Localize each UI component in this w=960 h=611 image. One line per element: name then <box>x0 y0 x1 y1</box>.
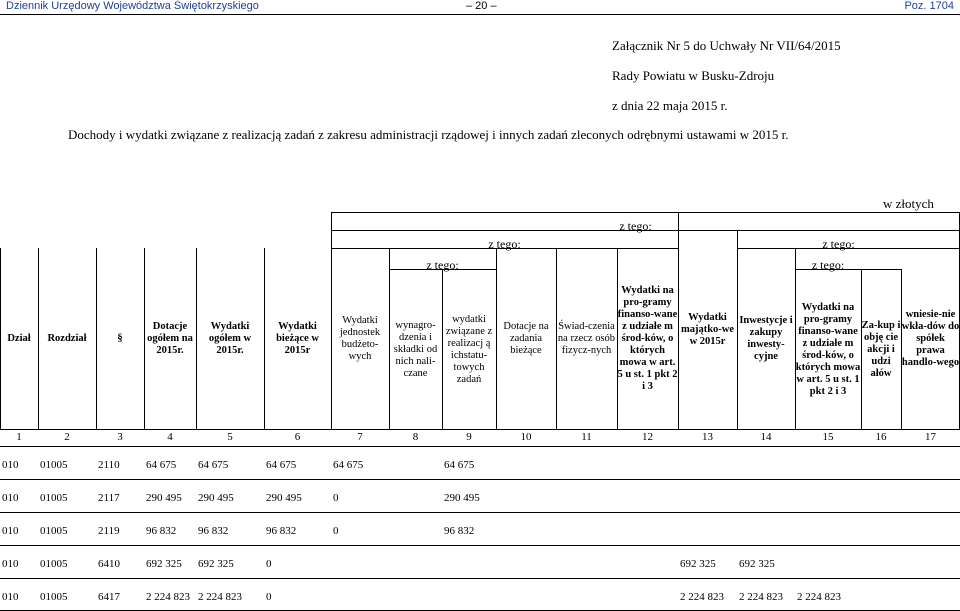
table-cell: 692 325 <box>680 558 716 570</box>
section-z-tego-inner2: z tego: <box>811 258 845 272</box>
table-cell: 010 <box>2 591 19 603</box>
table-cell: 0 <box>333 492 339 504</box>
grid-line <box>0 429 960 430</box>
table-cell: 64 675 <box>146 459 177 471</box>
table-cell: 010 <box>2 459 19 471</box>
table-cell: 01005 <box>40 459 68 471</box>
section-z-tego-right: z tego: <box>822 237 855 251</box>
page-number: – 20 – <box>466 0 497 12</box>
header-divider <box>0 14 960 15</box>
column-number: 10 <box>520 431 532 443</box>
section-z-tego-inner1: z tego: <box>426 258 459 272</box>
table-cell: 0 <box>266 591 272 603</box>
col-header-swiadczenia: Świad-czenia na rzecz osób fizycz-nych <box>557 320 616 356</box>
table-cell: 2 224 823 <box>680 591 724 603</box>
table-cell: 2 224 823 <box>146 591 190 603</box>
column-number: 7 <box>357 431 363 443</box>
col-header-dotacje-biezace: Dotacje na zadania bieżące <box>503 320 549 356</box>
table-cell: 290 495 <box>266 492 302 504</box>
table-cell: 64 675 <box>333 459 364 471</box>
attachment-line-1: Załącznik Nr 5 do Uchwały Nr VII/64/2015 <box>612 38 841 53</box>
attachment-line-2: Rady Powiatu w Busku-Zdroju <box>612 68 775 83</box>
table-cell: 96 832 <box>198 525 229 537</box>
table-cell: 290 495 <box>198 492 234 504</box>
column-number: 8 <box>412 431 419 443</box>
column-number: 11 <box>581 431 592 443</box>
page-header <box>0 0 960 14</box>
col-header-rozdzial: Rozdział <box>47 332 87 344</box>
unit-label: w złotych <box>883 196 934 211</box>
table-cell: 2 224 823 <box>739 591 783 603</box>
grid-line <box>0 512 960 513</box>
table-cell: 2110 <box>98 459 120 471</box>
position-number: Poz. 1704 <box>904 0 954 12</box>
table-cell: 6417 <box>98 591 120 603</box>
col-header-wydatki-majatkowe: Wydatki majątko-we w 2015r <box>680 311 735 347</box>
column-number: 15 <box>822 431 834 443</box>
column-number: 2 <box>64 431 70 443</box>
table-cell: 01005 <box>40 492 68 504</box>
col-header-wniesienie-wkladow: wniesie-nie wkła-dów do spółek prawa handlo-wego <box>901 308 960 368</box>
grid-hline-top <box>331 212 960 213</box>
table-cell: 96 832 <box>444 525 475 537</box>
journal-title: Dziennik Urzędowy Województwa Świętokrzyskiego <box>6 0 259 12</box>
section-z-tego-top: z tego: <box>619 219 652 233</box>
col-header-wydatki-statutowe: wydatki związane z realizacj ą ichstatu-towych zadań <box>445 313 493 385</box>
table-cell: 290 495 <box>146 492 182 504</box>
table-cell: 2 224 823 <box>797 591 841 603</box>
column-number: 13 <box>702 431 713 443</box>
table-cell: 010 <box>2 492 19 504</box>
document-title: Dochody i wydatki związane z realizacją zadań z zakresu administracji rządowej i innych zadań zleconych odrębnymi ustawami w 2015 r. <box>68 127 789 142</box>
col-header-dotacje-ogolem: Dotacje ogółem na 2015r. <box>147 320 193 356</box>
table-cell: 010 <box>2 525 19 537</box>
table-cell: 2117 <box>98 492 120 504</box>
col-header-paragraf: § <box>117 332 123 344</box>
grid-line <box>0 446 960 447</box>
table-cell: 2 224 823 <box>198 591 242 603</box>
column-number: 14 <box>760 431 772 443</box>
table-cell: 0 <box>266 558 272 570</box>
grid-line <box>0 578 960 579</box>
column-number: 17 <box>925 431 936 443</box>
table-cell: 64 675 <box>198 459 229 471</box>
table-cell: 6410 <box>98 558 120 570</box>
column-number: 12 <box>642 431 653 443</box>
table-cell: 010 <box>2 558 19 570</box>
column-number: 9 <box>466 431 472 443</box>
table-cell: 692 325 <box>146 558 182 570</box>
col-header-wydatki-jednostek: Wydatki jednostek budżeto-wych <box>339 314 381 362</box>
table-cell: 64 675 <box>444 459 475 471</box>
column-number: 4 <box>167 431 173 443</box>
attachment-line-3: z dnia 22 maja 2015 r. <box>612 98 728 113</box>
table-cell: 01005 <box>40 558 68 570</box>
table-cell: 96 832 <box>146 525 177 537</box>
table-cell: 692 325 <box>739 558 775 570</box>
column-number: 1 <box>16 431 22 443</box>
col-header-wydatki-ogolem: Wydatki ogółem w 2015r. <box>208 320 252 356</box>
column-number: 6 <box>294 431 301 443</box>
table-cell: 01005 <box>40 525 68 537</box>
col-header-wynagrodzenia: wynagro-dzenia i składki od nich nali-czane <box>393 319 438 379</box>
table-cell: 290 495 <box>444 492 480 504</box>
section-z-tego-left: z tego: <box>488 237 521 251</box>
grid-line <box>0 545 960 546</box>
table-cell: 2119 <box>98 525 120 537</box>
col-header-programy-biezace: Wydatki na pro-gramy finanso-wane z udziałe m środ-ków, o których mowa w art. 5 u st. 1 pkt 2 i 3 <box>617 284 678 392</box>
column-number: 5 <box>227 431 233 443</box>
grid-line <box>0 479 960 480</box>
table-cell: 96 832 <box>266 525 297 537</box>
table-cell: 64 675 <box>266 459 297 471</box>
column-number: 16 <box>875 431 887 443</box>
table-cell: 01005 <box>40 591 68 603</box>
table-cell: 692 325 <box>198 558 234 570</box>
col-header-programy-majatkowe: Wydatki na pro-gramy finanso-wane z udziałe m środ-ków, o których mowa w art. 5 u st. 1 pkt 2 i 3 <box>795 301 861 397</box>
column-number: 3 <box>117 431 123 443</box>
col-header-inwestycje: Inwestycje i zakupy inwesty-cyjne <box>739 314 793 362</box>
col-header-dzial: Dział <box>7 332 31 344</box>
col-header-wydatki-biezace: Wydatki bieżące w 2015r <box>276 320 319 356</box>
col-header-zakup-akcji: Za-kup i obję cie akcji i udzi ałów <box>861 319 901 379</box>
table-cell: 0 <box>333 525 339 537</box>
